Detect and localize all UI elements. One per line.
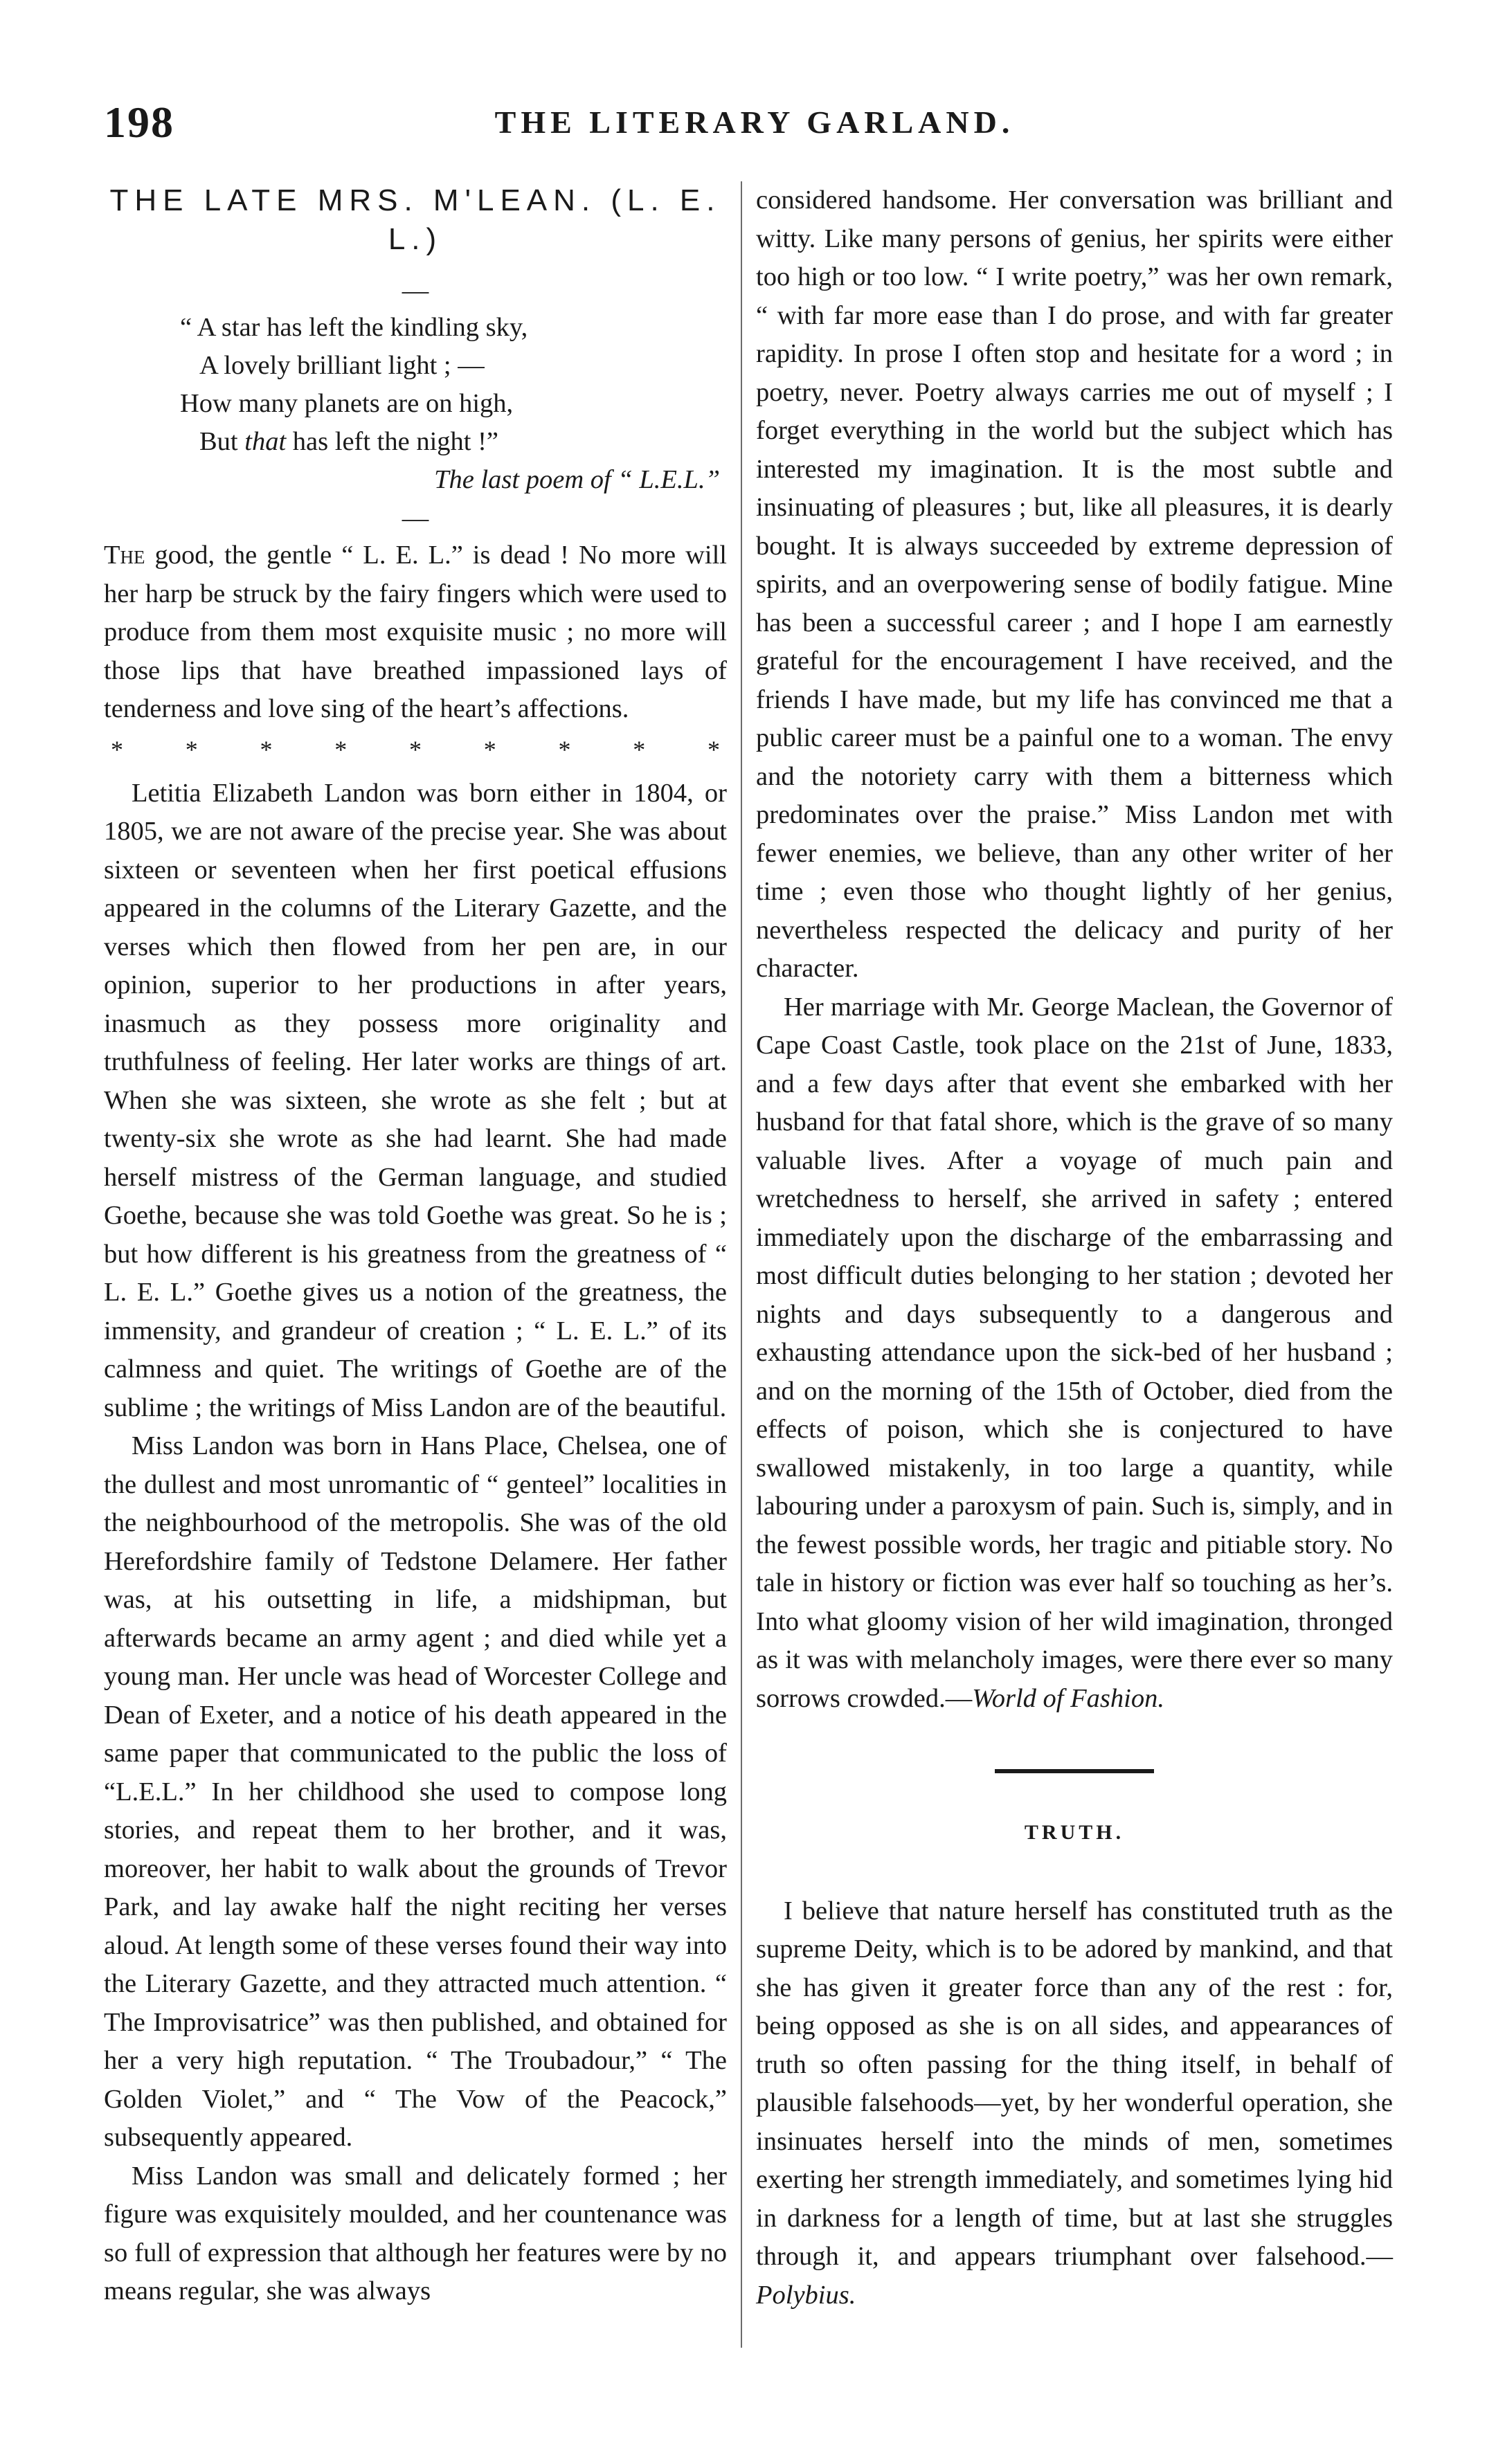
- column-divider: [741, 181, 742, 2348]
- right-column: [756, 181, 1393, 2314]
- epigraph-text: But: [199, 427, 245, 456]
- body-paragraph: [756, 988, 1393, 1719]
- left-column: [104, 181, 727, 2311]
- body-paragraph: Miss Landon was born in Hans Place, Chelsea, one of the dullest and most unromantic of “ genteel” localities in the neighbourhood of the metropolis. She was of the old Herefordshire family of Tedstone Delamere. Her father was, at his outsetting in life, a midshipman, but afterwards became an army agent ; and died while yet a young man. Her uncle was head of Worcester College and Dean of Exeter, and a notice of his death appeared in the same paper that communicated to the public the loss of “L.E.L.” In her childhood she used to compose long stories, and repeat them to her brother, and it was, moreover, her habit to walk about the grounds of Trevor Park, and lay awake half the night reciting her verses aloud. At length some of these verses found their way into the Literary Gazette, and they attracted much attention. “ The Improvisatrice” was then published, and obtained for her a very high reputation. “ The Troubadour,” “ The Golden Violet,” and “ The Vow of the Peacock,” subsequently appeared.: [104, 1431, 727, 2152]
- epigraph-line: A lovely brilliant light ; —: [199, 351, 485, 380]
- body-paragraph: Letitia Elizabeth Landon was born either in 1804, or 1805, we are not aware of the precise year. She was about sixteen or seventeen when her first poetical effusions appeared in the columns of the Literary Gazette, and the verses which then flowed from her pen are, in our opinion, superior to her productions in after years, inasmuch as they possess more originality and truthfulness of feeling. Her later works are things of art. When she was sixteen, she wrote as she felt ; but at twenty-six she wrote as she had learnt. She had made herself mistress of the German language, and studied Goethe, because she was told Goethe was great. So he is ; but how different is his greatness from the greatness of “ L. E. L.” Goethe gives us a notion of the greatness, the immensity, and grandeur of creation ; “ L. E. L.” of its calmness and quiet. The writings of Goethe are of the sublime ; the writings of Miss Landon are of the beautiful.: [104, 778, 727, 1422]
- epigraph-line: “ A star has left the kindling sky,: [180, 313, 528, 342]
- section-break-stars: * * * * * * * * *: [111, 735, 720, 763]
- article-separator-rule: [995, 1769, 1154, 1773]
- running-head: THE LITERARY GARLAND.: [494, 105, 1015, 140]
- page-number: 198: [104, 98, 174, 147]
- epigraph-emphasis: that: [244, 427, 287, 456]
- body-text: Her marriage with Mr. George Maclean, the Governor of Cape Coast Castle, took place on the 21st of June, 1833, and a few days after that event she embarked with her husband for that fatal shore, which is the grave of so many valuable lives. After a voyage of much pain and wretchedness to herself, she arrived in safety ; entered immediately upon the discharge of the embarrassing and most difficult duties belonging to her station ; devoted her nights and days subsequently to a dangerous and exhausting attendance upon the sick-bed of her husband ; and on the morning of the 15th of October, died from the effects of poison, which she is conjectured to have swallowed mistakenly, in too large a quantity, while labouring under a paroxysm of pain. Such is, simply, and in the fewest possible words, her tragic and pitiable story. No tale in history or fiction was ever half so touching as her’s. Into what gloomy vision of her wild imagination, thronged as it was with melancholy images, were there ever so many sorrows crowded.—: [756, 992, 1393, 1713]
- body-paragraph: Miss Landon was small and delicately formed ; her figure was exquisitely moulded, and her countenance was so full of expression that although her features were by no means regular, she was always: [104, 2161, 727, 2306]
- epigraph: [180, 309, 727, 499]
- intro-paragraph: [104, 536, 727, 729]
- truth-title: TRUTH.: [1024, 1821, 1125, 1844]
- truth-source: Polybius.: [756, 2280, 856, 2310]
- page-header: [104, 97, 1405, 159]
- epigraph-line: [180, 423, 727, 461]
- intro-first-word: The: [104, 541, 145, 570]
- epigraph-attribution: The last poem of “ L.E.L.”: [434, 465, 720, 494]
- truth-text: I believe that nature herself has constituted truth as the supreme Deity, which is to be adored by mankind, and that she has given it greater force than any of the rest : for, being opposed as she is on all sides, and appearances of truth so often passing for the thing itself, in behalf of plausible falsehoods—yet, by her wonderful operation, she insinuates herself into the minds of men, sometimes exerting her strength immediately, and sometimes lying hid in darkness for a length of time, but at last she struggles through it, and appears triumphant over falsehood.—: [756, 1896, 1393, 2271]
- epigraph-line: How many planets are on high,: [180, 389, 514, 418]
- article-title: THE LATE MRS. M'LEAN. (L. E. L.): [109, 183, 721, 256]
- intro-text: good, the gentle “ L. E. L.” is dead ! No more will her harp be struck by the fairy fingers which were used to produce from them most exquisite music ; no more will those lips that have breathed impassioned lays of tenderness and love sing of the heart’s affections.: [104, 541, 727, 723]
- source-citation: World of Fashion.: [972, 1683, 1164, 1713]
- epigraph-text: has left the night !”: [286, 427, 499, 456]
- epigraph-rule-bottom: —: [402, 504, 429, 533]
- body-paragraph-continued: considered handsome. Her conversation was brilliant and witty. Like many persons of genius, her spirits were either too high or too low. “ I write poetry,” was her own remark, “ with far more ease than I do prose, and with far greater rapidity. In prose I often stop and hesitate for a word ; in poetry, never. Poetry always carries me out of myself ; I forget everything in the world but the subject which has interested my imagination. It is the most subtle and insinuating of pleasures ; but, like all pleasures, it is dearly bought. It is always succeeded by extreme depression of spirits, and an overpowering sense of bodily fatigue. Mine has been a successful career ; and I hope I am earnestly grateful for the encouragement I have received, and the friends I have made, but my life has convinced me that a public career must be a painful one to a woman. The envy and the notoriety carry with them a bitterness which predominates over the praise.” Miss Landon met with fewer enemies, we believe, than any other writer of her time ; even those who thought lightly of her genius, nevertheless respected the delicacy and purity of her character.: [756, 185, 1393, 983]
- epigraph-rule-top: —: [402, 276, 429, 305]
- truth-paragraph: [756, 1892, 1393, 2315]
